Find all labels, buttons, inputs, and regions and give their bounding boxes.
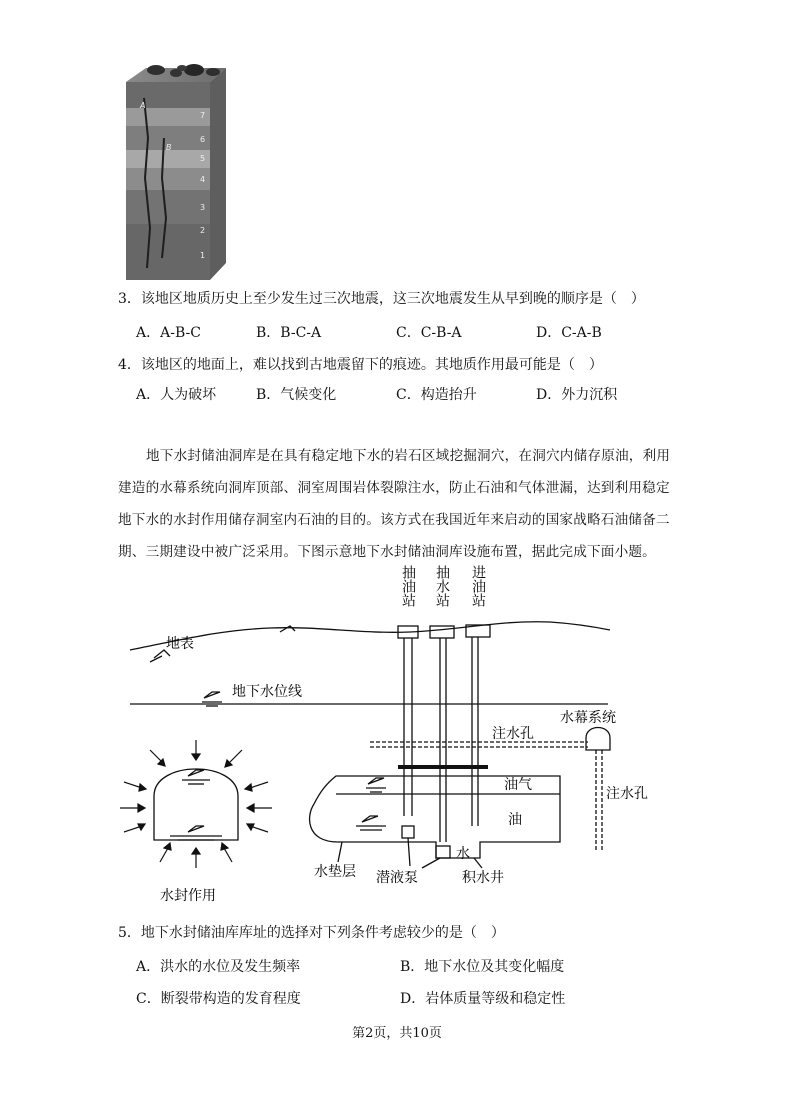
block-label-6: 6: [200, 135, 206, 144]
block-label-2: 2: [200, 226, 206, 235]
label-station-water: 抽水站: [434, 565, 450, 607]
q4-option-c[interactable]: C．构造抬升: [396, 387, 477, 403]
block-label-b: B: [166, 143, 172, 152]
label-cushion: 水垫层: [314, 864, 356, 880]
label-curtain-system: 水幕系统: [560, 710, 616, 726]
block-label-5: 5: [200, 154, 206, 163]
q3-option-d[interactable]: D．C-A-B: [536, 325, 602, 341]
q5-stem: 5．地下水封储油库库址的选择对下列条件考虑较少的是（ ）: [118, 925, 505, 941]
block-label-7: 7: [200, 111, 206, 120]
label-injection-hole-vertical: 注水孔: [606, 786, 648, 802]
oil-storage-diagram: [110, 565, 648, 910]
q5-option-a[interactable]: A．洪水的水位及发生频率: [136, 959, 301, 975]
label-surface: 地表: [166, 636, 194, 652]
block-label-1: 1: [200, 251, 206, 260]
label-oil-gas: 油气: [504, 777, 532, 793]
block-label-4: 4: [200, 175, 206, 184]
q3-option-c[interactable]: C．C-B-A: [396, 325, 462, 341]
q3-option-a[interactable]: A．A-B-C: [136, 325, 201, 341]
q3-option-b[interactable]: B．B-C-A: [256, 325, 322, 341]
q4-option-b[interactable]: B．气候变化: [256, 387, 337, 403]
label-water-table: 地下水位线: [232, 684, 302, 700]
q4-option-d[interactable]: D．外力沉积: [536, 387, 618, 403]
block-label-3: 3: [200, 203, 206, 212]
label-water: 水: [456, 846, 470, 862]
q5-option-c[interactable]: C．断裂带构造的发育程度: [136, 991, 301, 1007]
label-station-oil-out: 抽油站: [400, 565, 416, 607]
q5-option-d[interactable]: D．岩体质量等级和稳定性: [400, 991, 566, 1007]
passage-text: 地下水封储油洞库是在具有稳定地下水的岩石区域挖掘洞穴，在洞穴内储存原油，利用建造的水幕系统向洞库顶部、洞室周围岩体裂隙注水，防止石油和气体泄漏，达到利用稳定地下水的水封作用储存洞室内石油的目的。该方式在我国近年来启动的国家战略石油储备二期、三期建设中被广泛采用。下图示意地下水封储油洞库设施布置，据此完成下面小题。: [118, 448, 671, 560]
block-label-a: A: [140, 101, 146, 110]
q4-stem: 4．该地区的地面上，难以找到古地震留下的痕迹。其地质作用最可能是（ ）: [118, 357, 603, 373]
label-seal: 水封作用: [160, 888, 216, 904]
page-number: 第2页，共10页: [352, 1026, 442, 1041]
label-oil: 油: [508, 812, 522, 828]
label-station-oil-in: 进油站: [470, 565, 486, 607]
label-pump: 潜液泵: [376, 870, 418, 886]
geological-block-image: [118, 58, 230, 283]
label-sump: 积水井: [462, 870, 504, 886]
q3-stem: 3．该地区地质历史上至少发生过三次地震，这三次地震发生从早到晚的顺序是（ ）: [118, 291, 645, 307]
label-injection-hole: 注水孔: [492, 726, 534, 742]
q4-option-a[interactable]: A．人为破坏: [136, 387, 217, 403]
q5-option-b[interactable]: B．地下水位及其变化幅度: [400, 959, 565, 975]
